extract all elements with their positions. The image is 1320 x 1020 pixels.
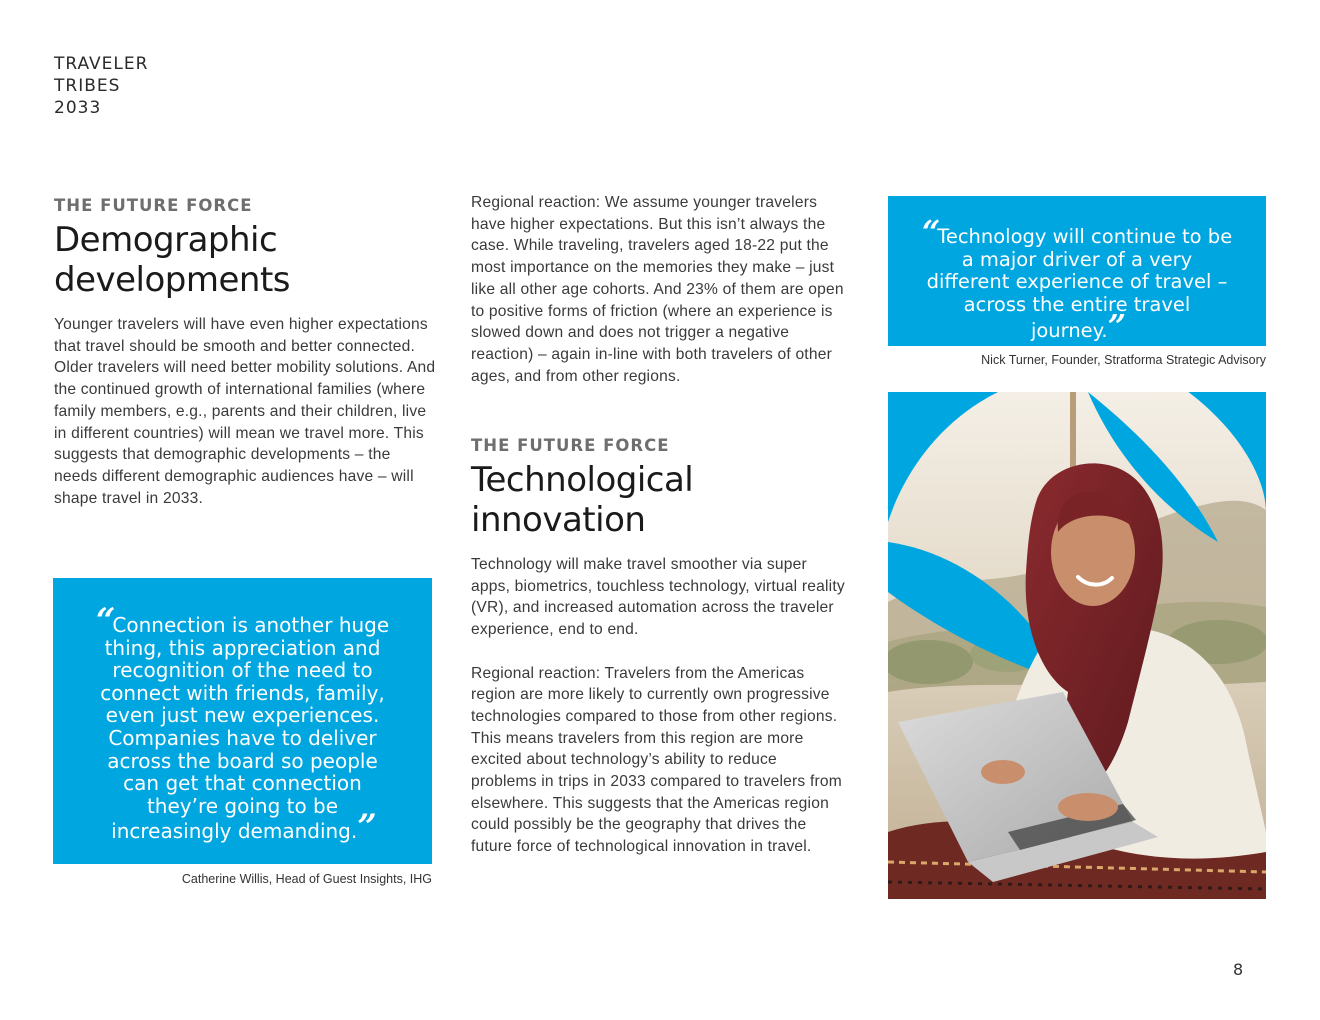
section2-body [471, 554, 847, 858]
section2-eyebrow: THE FUTURE FORCE [471, 436, 670, 455]
brand-logo [54, 53, 148, 119]
quote1-credit: Catherine Willis, Head of Guest Insights, IHG [181, 872, 432, 886]
section1-eyebrow: THE FUTURE FORCE [54, 196, 253, 215]
section1-body-text: Younger travelers will have even higher expectations that travel should be smooth and better connected. Older travelers will need better mobility solutions. And the continued growth of international families (where family members, e.g., parents and their children, live in different countries) will mean we travel more. This suggests that demographic developments – the needs different demographic audiences have – will shape travel in 2033. [54, 316, 436, 507]
traveler-photo-illustration [888, 392, 1266, 899]
page-number: 8 [1233, 960, 1244, 979]
traveler-photo [888, 392, 1266, 899]
brand-line-2: TRIBES [54, 76, 121, 96]
column2-regional [471, 192, 847, 387]
section1-body [54, 314, 436, 509]
quote1-paragraph [93, 601, 392, 848]
close-quote-icon: ” [1107, 307, 1124, 346]
quote2-credit: Nick Turner, Founder, Stratforma Strategic Advisory [981, 353, 1266, 367]
column2-regional-text: Regional reaction: We assume younger travelers have higher expectations. But this isn’t always the case. While traveling, travelers aged 18-22 put the most importance on the memories they make – just like all other age cohorts. And 23% of them are open to positive forms of friction (where an experience is slowed down and does not trigger a negative reaction) – again in-line with both travelers of other ages, and from other regions. [471, 194, 844, 385]
quote-box-2 [888, 196, 1266, 346]
open-quote-icon: “ [921, 213, 938, 251]
brand-line-1: TRAVELER [54, 54, 149, 74]
quote2-text: Technology will continue to be a major driver of a very different experience of travel – across the entire travel journey. [926, 225, 1233, 343]
section1-title-line2: developments [54, 260, 291, 300]
quote-box-1 [53, 578, 432, 864]
section1-title-line1: Demographic [54, 220, 278, 260]
quote2-paragraph [918, 213, 1236, 346]
section1-title [54, 220, 290, 300]
section2-title-line1: Technological [471, 460, 694, 500]
section2-body-text-2: Regional reaction: Travelers from the Americas region are more likely to currently own progressive technologies compared to those from other regions. This means travelers from this region are more excited about technology’s ability to reduce problems in trips in 2033 compared to travelers from elsewhere. This suggests that the Americas region could possibly be the geography that drives the future force of technological innovation in travel. [471, 664, 842, 856]
close-quote-icon: ” [357, 807, 374, 848]
section2-body-text-1: Technology will make travel smoother via super apps, biometrics, touchless technology, virtual reality (VR), and increased automation across the traveler experience, end to end. [471, 556, 845, 639]
section2-title-line2: innovation [471, 500, 646, 540]
brand-line-3: 2033 [54, 98, 102, 118]
section2-title [471, 460, 693, 540]
open-quote-icon: “ [95, 601, 113, 641]
quote1-text: Connection is another huge thing, this appreciation and recognition of the need to connect with friends, family, even just new experiences. Companies have to deliver across the board so people can get that connection they’re going to be increasingly demanding. [100, 613, 390, 844]
